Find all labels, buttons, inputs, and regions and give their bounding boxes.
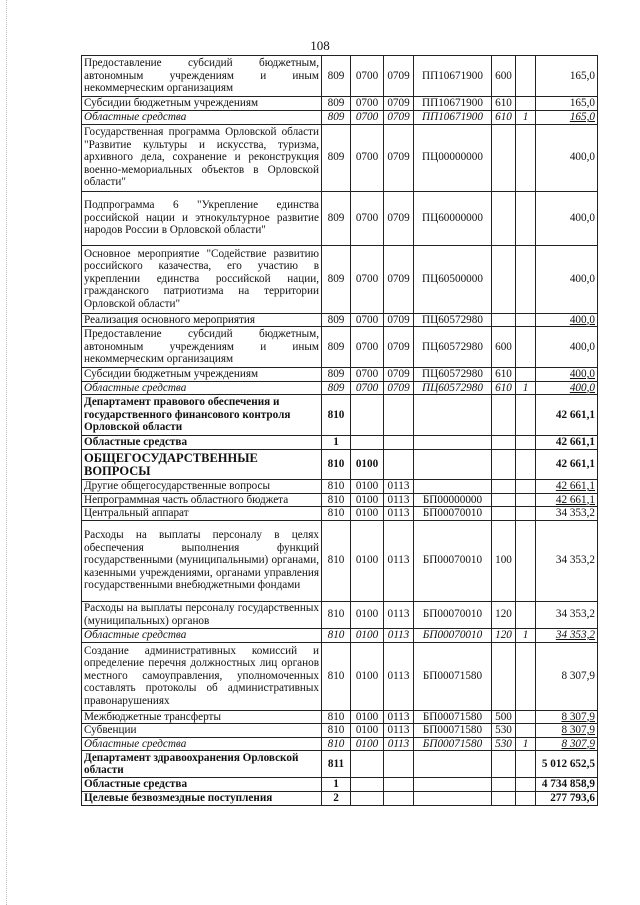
- cell-name: Центральный аппарат: [82, 507, 322, 521]
- cell-sum: 400,0: [536, 327, 598, 368]
- cell-vr: [492, 507, 516, 521]
- cell-pr: 0113: [384, 601, 414, 628]
- cell-source: [516, 507, 536, 521]
- cell-pr: [384, 751, 414, 778]
- cell-name: Субсидии бюджетным учреждениям: [82, 368, 322, 382]
- cell-gr: 810: [322, 724, 351, 738]
- cell-name: Областные средства: [82, 436, 322, 450]
- cell-csr: ПЦ60572980: [414, 313, 492, 327]
- cell-gr: 810: [322, 507, 351, 521]
- cell-csr: [414, 395, 492, 436]
- table-row: [82, 480, 598, 494]
- budget-table: [81, 55, 598, 806]
- cell-gr: 809: [322, 56, 351, 97]
- table-row: [82, 395, 598, 436]
- cell-gr: 810: [322, 480, 351, 494]
- cell-name: Другие общегосударственные вопросы: [82, 480, 322, 494]
- cell-vr: [492, 436, 516, 450]
- cell-name: Предоставление субсидий бюджетным, автономным учреждениям и иным некоммерческим организациям: [82, 327, 322, 368]
- cell-vr: 530: [492, 737, 516, 751]
- cell-gr: 809: [322, 124, 351, 191]
- cell-pr: 0709: [384, 313, 414, 327]
- cell-sum: 400,0: [536, 124, 598, 191]
- cell-name: Государственная программа Орловской области "Развитие культуры и искусства, туризма, архивного дела, сохранение и реконструкция военно-мемориальных объектов в Орловской области": [82, 124, 322, 191]
- cell-source: [516, 368, 536, 382]
- table-row: [82, 111, 598, 125]
- cell-rz: 0700: [351, 124, 384, 191]
- cell-pr: 0709: [384, 368, 414, 382]
- cell-vr: 600: [492, 56, 516, 97]
- cell-sum: 8 307,9: [536, 642, 598, 710]
- cell-pr: 0113: [384, 507, 414, 521]
- cell-vr: 610: [492, 97, 516, 111]
- cell-gr: 809: [322, 381, 351, 395]
- cell-sum: 400,0: [536, 381, 598, 395]
- table-row: [82, 493, 598, 507]
- cell-gr: 810: [322, 628, 351, 642]
- cell-source: [516, 751, 536, 778]
- cell-gr: 810: [322, 395, 351, 436]
- cell-name: Областные средства: [82, 737, 322, 751]
- cell-csr: БП00070010: [414, 601, 492, 628]
- cell-csr: [414, 480, 492, 494]
- cell-gr: 2: [322, 792, 351, 806]
- cell-vr: 500: [492, 710, 516, 724]
- cell-vr: 100: [492, 520, 516, 601]
- cell-sum: 400,0: [536, 245, 598, 313]
- page-number: 108: [310, 38, 330, 53]
- table-row: [82, 436, 598, 450]
- cell-pr: 0113: [384, 493, 414, 507]
- cell-csr: БП00071580: [414, 737, 492, 751]
- cell-vr: [492, 778, 516, 792]
- cell-source: [516, 642, 536, 710]
- cell-rz: 0700: [351, 327, 384, 368]
- table-row: [82, 724, 598, 738]
- cell-csr: [414, 778, 492, 792]
- cell-csr: [414, 450, 492, 480]
- table-row: [82, 313, 598, 327]
- cell-source: [516, 191, 536, 245]
- cell-rz: 0700: [351, 245, 384, 313]
- cell-csr: ПЦ60572980: [414, 368, 492, 382]
- cell-source: [516, 520, 536, 601]
- cell-source: [516, 56, 536, 97]
- cell-pr: 0113: [384, 628, 414, 642]
- cell-gr: 809: [322, 111, 351, 125]
- cell-name: Расходы на выплаты персоналу государственных (муниципальных) органов: [82, 601, 322, 628]
- cell-rz: [351, 395, 384, 436]
- table-row: [82, 778, 598, 792]
- cell-gr: 809: [322, 245, 351, 313]
- scan-edge: [6, 0, 8, 905]
- cell-gr: 809: [322, 368, 351, 382]
- cell-vr: [492, 480, 516, 494]
- table-row: [82, 792, 598, 806]
- table-row: [82, 710, 598, 724]
- cell-pr: 0709: [384, 111, 414, 125]
- cell-source: [516, 245, 536, 313]
- table-row: [82, 628, 598, 642]
- cell-sum: 42 661,1: [536, 436, 598, 450]
- cell-vr: [492, 124, 516, 191]
- table-row: [82, 124, 598, 191]
- cell-csr: БП00070010: [414, 520, 492, 601]
- cell-csr: [414, 751, 492, 778]
- cell-gr: 1: [322, 436, 351, 450]
- cell-csr: БП00071580: [414, 642, 492, 710]
- cell-source: [516, 124, 536, 191]
- cell-sum: 8 307,9: [536, 724, 598, 738]
- cell-pr: [384, 778, 414, 792]
- cell-pr: 0709: [384, 327, 414, 368]
- cell-sum: 34 353,2: [536, 601, 598, 628]
- cell-pr: [384, 436, 414, 450]
- cell-vr: 610: [492, 368, 516, 382]
- cell-sum: 4 734 858,9: [536, 778, 598, 792]
- cell-csr: ПЦ60500000: [414, 245, 492, 313]
- cell-csr: БП00071580: [414, 724, 492, 738]
- cell-rz: 0700: [351, 111, 384, 125]
- cell-name: Областные средства: [82, 778, 322, 792]
- cell-name: Департамент здравоохранения Орловской области: [82, 751, 322, 778]
- cell-csr: ПП10671900: [414, 97, 492, 111]
- cell-pr: 0113: [384, 642, 414, 710]
- cell-vr: 120: [492, 628, 516, 642]
- cell-rz: [351, 792, 384, 806]
- cell-pr: 0709: [384, 56, 414, 97]
- cell-sum: 42 661,1: [536, 395, 598, 436]
- cell-sum: 42 661,1: [536, 480, 598, 494]
- cell-rz: 0700: [351, 191, 384, 245]
- cell-csr: БП00071580: [414, 710, 492, 724]
- cell-vr: [492, 642, 516, 710]
- table-row: [82, 450, 598, 480]
- table-row: [82, 97, 598, 111]
- cell-gr: 810: [322, 642, 351, 710]
- cell-csr: ПЦ00000000: [414, 124, 492, 191]
- cell-sum: 34 353,2: [536, 507, 598, 521]
- cell-pr: [384, 395, 414, 436]
- cell-gr: 809: [322, 327, 351, 368]
- cell-sum: 8 307,9: [536, 737, 598, 751]
- cell-csr: ПЦ60000000: [414, 191, 492, 245]
- cell-pr: 0113: [384, 520, 414, 601]
- cell-sum: 400,0: [536, 313, 598, 327]
- cell-sum: 34 353,2: [536, 520, 598, 601]
- table-row: [82, 642, 598, 710]
- cell-sum: 34 353,2: [536, 628, 598, 642]
- cell-vr: [492, 751, 516, 778]
- table-row: [82, 520, 598, 601]
- cell-pr: [384, 792, 414, 806]
- table-row: [82, 245, 598, 313]
- cell-rz: 0100: [351, 507, 384, 521]
- cell-name: Реализация основного мероприятия: [82, 313, 322, 327]
- cell-name: Департамент правового обеспечения и государственного финансового контроля Орловской области: [82, 395, 322, 436]
- cell-source: [516, 601, 536, 628]
- cell-source: 1: [516, 381, 536, 395]
- cell-gr: 810: [322, 737, 351, 751]
- cell-source: [516, 792, 536, 806]
- cell-source: [516, 313, 536, 327]
- cell-rz: [351, 778, 384, 792]
- cell-name: Областные средства: [82, 628, 322, 642]
- cell-sum: 400,0: [536, 191, 598, 245]
- table-row: [82, 737, 598, 751]
- cell-gr: 1: [322, 778, 351, 792]
- cell-name: Создание административных комиссий и определение перечня должностных лиц органов местного самоуправления, уполномоченных составлять протоколы об административных правонарушениях: [82, 642, 322, 710]
- cell-vr: [492, 493, 516, 507]
- table-body: [82, 56, 598, 806]
- cell-gr: 810: [322, 520, 351, 601]
- cell-rz: 0100: [351, 724, 384, 738]
- table-row: [82, 368, 598, 382]
- cell-name: Областные средства: [82, 381, 322, 395]
- cell-csr: [414, 792, 492, 806]
- cell-csr: ПП10671900: [414, 111, 492, 125]
- table-row: [82, 327, 598, 368]
- cell-vr: [492, 245, 516, 313]
- cell-name: Основное мероприятие "Содействие развитию российского казачества, его участию в укреплении единства российской нации, гражданского патриотизма на территории Орловской области": [82, 245, 322, 313]
- cell-rz: 0100: [351, 601, 384, 628]
- cell-source: [516, 778, 536, 792]
- cell-rz: 0100: [351, 642, 384, 710]
- cell-gr: 810: [322, 450, 351, 480]
- cell-rz: 0100: [351, 520, 384, 601]
- cell-pr: 0113: [384, 710, 414, 724]
- cell-rz: 0100: [351, 710, 384, 724]
- cell-rz: 0700: [351, 97, 384, 111]
- cell-csr: БП00000000: [414, 493, 492, 507]
- table-row: [82, 381, 598, 395]
- table-row: [82, 191, 598, 245]
- cell-csr: ПП10671900: [414, 56, 492, 97]
- cell-name: Областные средства: [82, 111, 322, 125]
- cell-pr: 0709: [384, 245, 414, 313]
- cell-name: ОБЩЕГОСУДАРСТВЕННЫЕ ВОПРОСЫ: [82, 450, 322, 480]
- cell-source: [516, 450, 536, 480]
- cell-gr: 810: [322, 710, 351, 724]
- cell-name: Подпрограмма 6 "Укрепление единства российской нации и этнокультурное развитие народов России в Орловской области": [82, 191, 322, 245]
- cell-sum: 165,0: [536, 56, 598, 97]
- cell-vr: [492, 191, 516, 245]
- cell-source: [516, 480, 536, 494]
- cell-csr: [414, 436, 492, 450]
- cell-vr: [492, 395, 516, 436]
- cell-sum: 5 012 652,5: [536, 751, 598, 778]
- cell-rz: 0700: [351, 313, 384, 327]
- cell-sum: 42 661,1: [536, 493, 598, 507]
- cell-pr: 0113: [384, 480, 414, 494]
- cell-vr: 610: [492, 381, 516, 395]
- cell-vr: [492, 450, 516, 480]
- cell-source: [516, 327, 536, 368]
- cell-vr: 610: [492, 111, 516, 125]
- cell-pr: 0113: [384, 737, 414, 751]
- cell-sum: 165,0: [536, 111, 598, 125]
- cell-pr: [384, 450, 414, 480]
- cell-csr: БП00070010: [414, 628, 492, 642]
- cell-source: [516, 724, 536, 738]
- cell-name: Предоставление субсидий бюджетным, автономным учреждениям и иным некоммерческим организациям: [82, 56, 322, 97]
- cell-gr: 809: [322, 313, 351, 327]
- cell-name: Целевые безвозмездные поступления: [82, 792, 322, 806]
- cell-csr: БП00070010: [414, 507, 492, 521]
- cell-source: 1: [516, 737, 536, 751]
- cell-pr: 0709: [384, 191, 414, 245]
- cell-source: [516, 97, 536, 111]
- cell-gr: 810: [322, 601, 351, 628]
- cell-vr: [492, 792, 516, 806]
- cell-sum: 42 661,1: [536, 450, 598, 480]
- cell-source: 1: [516, 111, 536, 125]
- cell-source: [516, 493, 536, 507]
- cell-name: Расходы на выплаты персоналу в целях обеспечения выполнения функций государственными (муниципальными) органами, казенными учреждениями, органами управления государственными внебюджетными фондами: [82, 520, 322, 601]
- cell-vr: 600: [492, 327, 516, 368]
- cell-vr: [492, 313, 516, 327]
- cell-rz: 0100: [351, 493, 384, 507]
- cell-rz: 0100: [351, 480, 384, 494]
- cell-pr: 0709: [384, 97, 414, 111]
- cell-pr: 0709: [384, 381, 414, 395]
- cell-gr: 809: [322, 97, 351, 111]
- cell-rz: [351, 436, 384, 450]
- cell-gr: 810: [322, 493, 351, 507]
- table-row: [82, 751, 598, 778]
- cell-pr: 0113: [384, 724, 414, 738]
- cell-source: 1: [516, 628, 536, 642]
- cell-pr: 0709: [384, 124, 414, 191]
- table-row: [82, 56, 598, 97]
- cell-gr: 811: [322, 751, 351, 778]
- cell-vr: 120: [492, 601, 516, 628]
- cell-rz: 0700: [351, 56, 384, 97]
- cell-sum: 165,0: [536, 97, 598, 111]
- cell-name: Субсидии бюджетным учреждениям: [82, 97, 322, 111]
- cell-sum: 8 307,9: [536, 710, 598, 724]
- cell-gr: 809: [322, 191, 351, 245]
- table-row: [82, 507, 598, 521]
- cell-rz: 0100: [351, 628, 384, 642]
- table-row: [82, 601, 598, 628]
- cell-source: [516, 395, 536, 436]
- cell-rz: 0700: [351, 381, 384, 395]
- cell-rz: 0100: [351, 737, 384, 751]
- cell-rz: 0700: [351, 368, 384, 382]
- cell-sum: 277 793,6: [536, 792, 598, 806]
- cell-source: [516, 710, 536, 724]
- cell-vr: 530: [492, 724, 516, 738]
- cell-rz: 0100: [351, 450, 384, 480]
- cell-csr: ПЦ60572980: [414, 381, 492, 395]
- cell-csr: ПЦ60572980: [414, 327, 492, 368]
- cell-name: Межбюджетные трансферты: [82, 710, 322, 724]
- cell-rz: [351, 751, 384, 778]
- cell-name: Непрограммная часть областного бюджета: [82, 493, 322, 507]
- cell-sum: 400,0: [536, 368, 598, 382]
- cell-source: [516, 436, 536, 450]
- cell-name: Субвенции: [82, 724, 322, 738]
